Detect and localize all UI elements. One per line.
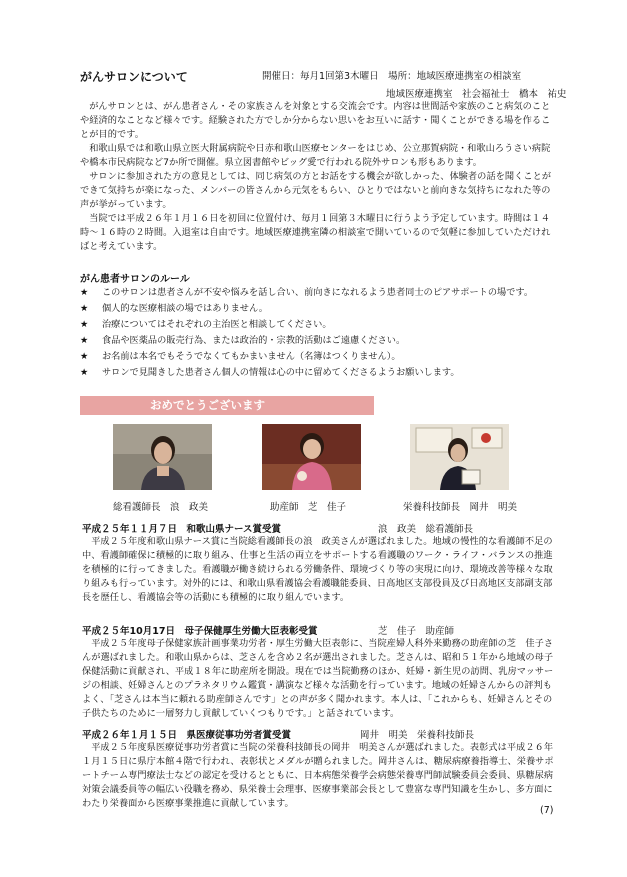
rule-text: サロンで見聞きした患者さん個人の情報は心の中に留めてくださるようお願いします。 — [102, 367, 460, 378]
intro-paragraph: 和歌山県では和歌山県立医大附属病院や日赤和歌山医療センターをはじめ、公立那賀病院・和歌山ろうさい病院や橋本市民病院など7か所で開催。県立図書館やビッグ愛で行われる院外サロンも形もあります。 — [80, 143, 551, 168]
rule-item — [80, 285, 555, 300]
rule-text: お名前は本名でもそうでなくてもかまいません（名簿はつくりません）。 — [102, 351, 401, 362]
award-body: 平成２５年度県医療従事功労者賞に当院の栄養科技師長の岡井 明美さんが選ばれました。表彰式は平成２６年１月１５日に県庁本館４階で行われ、表彰状とメダルが贈られました。岡井さんは、糖尿病療養指導士、栄養サポートチーム専門療法士などの認定を受けるとともに、日本病態栄養学会病態栄養専門師試験委員会委員、県糖尿病対策会議委員等の幅広い役職を務め、県栄養士会理事、医療事業部会長として豊富な専門知識を生かし、多方面にわたり栄養面から医療事業推進に貢献しています。 — [82, 742, 554, 809]
rule-item — [80, 333, 555, 348]
rules-title: がん患者サロンのルール — [80, 274, 190, 285]
author-line: 地域医療連携室 社会福祉士 橋本 祐史 — [386, 89, 567, 100]
rule-item — [80, 317, 555, 332]
rule-text: 治療についてはそれぞれの主治医と相談してください。 — [102, 319, 332, 330]
award-heading: 平成２５年10月17日 母子保健厚生労働大臣表彰受賞 — [82, 626, 318, 637]
award-body: 平成２５年度母子保健家族計画事業功労者・厚生労働大臣表彰に、当院産婦人科外来勤務の助産師の芝 佳子さんが選ばれました。和歌山県からは、芝さんを含め２名が選出されました。芝さんは、昭和５１年から地域の母子保健活動に貢献され、平成１８年に助産所を開設。現在では当院勤務のほか、妊婦・新生児の訪問、乳房マッサージの相談、妊婦さんとのプラネタリウム鑑賞・講演など様々な活動を行っています。地域の妊婦さんからの評判もよく、「芝さんは本当に頼れる助産師さんです」との声が多く聞かれます。本人は、「これからも、妊婦さんとその子供たちのために一層努力し貢献していくつもりです。」と話されています。 — [82, 638, 554, 719]
award-recipient: 芝 佳子 助産師 — [378, 626, 455, 637]
intro-paragraph: 当院では平成２６年１月１６日を初回に位置付け、毎月１回第３木曜日に行うよう予定しています。時間は１４時～１６時の２時間。入退室は自由です。地域医療連携室隣の相談室で開いているので気軽に参加していただければと考えています。 — [80, 213, 551, 252]
star-icon: ★ — [80, 287, 89, 298]
intro-paragraph: がんサロンとは、がん患者さん・その家族さんを対象とする交流会です。内容は世間話や家族のこと病気のことや経済的なことなど様々です。経験された方でしか分からない思いをお互いに話す・聞くことができる場を作ることが目的です。 — [80, 101, 551, 140]
rule-text: 個人的な医療相談の場ではありません。 — [102, 303, 268, 314]
photo-nurse-director — [113, 424, 212, 490]
rule-item — [80, 301, 555, 316]
star-icon: ★ — [80, 319, 89, 330]
award-recipient: 浪 政美 総看護師長 — [378, 524, 474, 535]
photo-caption: 助産師 芝 佳子 — [270, 502, 347, 513]
congratulations-banner: おめでとうございます — [80, 396, 374, 415]
award-body: 平成２５年度和歌山県ナース賞に当院総看護師長の浪 政美さんが選ばれました。地域の慢性的な看護師不足の中、看護師確保に積極的に取り組み、仕事と生活の両立をサポートする看護職のワーク・ライフ・バランスの推進を積極的に行ってきました。看護職が働き続けられる労働条件、環境づくり等の実現に向け、環境改善等様々な取り組みも行っています。対外的には、和歌山県看護協会看護職能委員、日高地区支部役員及び日高地区支部副支部長を歴任し、看護協会等の活動にも積極的に取り組んでいます。 — [82, 536, 553, 603]
photo-nutrition-director — [410, 424, 509, 490]
section-title: がんサロンについて — [80, 70, 188, 84]
rules-list — [80, 285, 555, 381]
meeting-info: 開催日：毎月1回第3木曜日 場所：地域医療連携室の相談室 — [262, 71, 522, 82]
photo-midwife — [262, 424, 361, 490]
rule-text: 食品や医薬品の販売行為、または政治的・宗教的活動はご遠慮ください。 — [102, 335, 406, 346]
star-icon: ★ — [80, 303, 89, 314]
intro-paragraph: サロンに参加された方の意見としては、同じ病気の方とお話をする機会が欲しかった、体験者の話を聞くことができて気持ちが楽になった、メンバーの皆さんから元気をもらい、ひとりではないと前向きな気持ちになれた等の声が挙がっています。 — [80, 171, 552, 210]
award-heading: 平成２５年１１月７日 和歌山県ナース賞受賞 — [82, 524, 282, 535]
intro-text — [80, 100, 555, 254]
star-icon: ★ — [80, 335, 89, 346]
photo-caption: 栄養科技師長 岡井 明美 — [403, 502, 518, 513]
rule-text: このサロンは患者さんが不安や悩みを話し合い、前向きになれるよう患者同士のピアサポートの場です。 — [102, 287, 534, 298]
star-icon: ★ — [80, 367, 89, 378]
photo-caption: 総看護師長 浪 政美 — [113, 502, 209, 513]
rule-item — [80, 349, 555, 364]
award-heading: 平成２６年１月１５日 県医療従事功労者賞受賞 — [82, 730, 292, 741]
award-recipient: 岡井 明美 栄養科技師長 — [360, 730, 475, 741]
star-icon: ★ — [80, 351, 89, 362]
page-number: (7) — [540, 805, 554, 816]
rule-item — [80, 365, 555, 380]
